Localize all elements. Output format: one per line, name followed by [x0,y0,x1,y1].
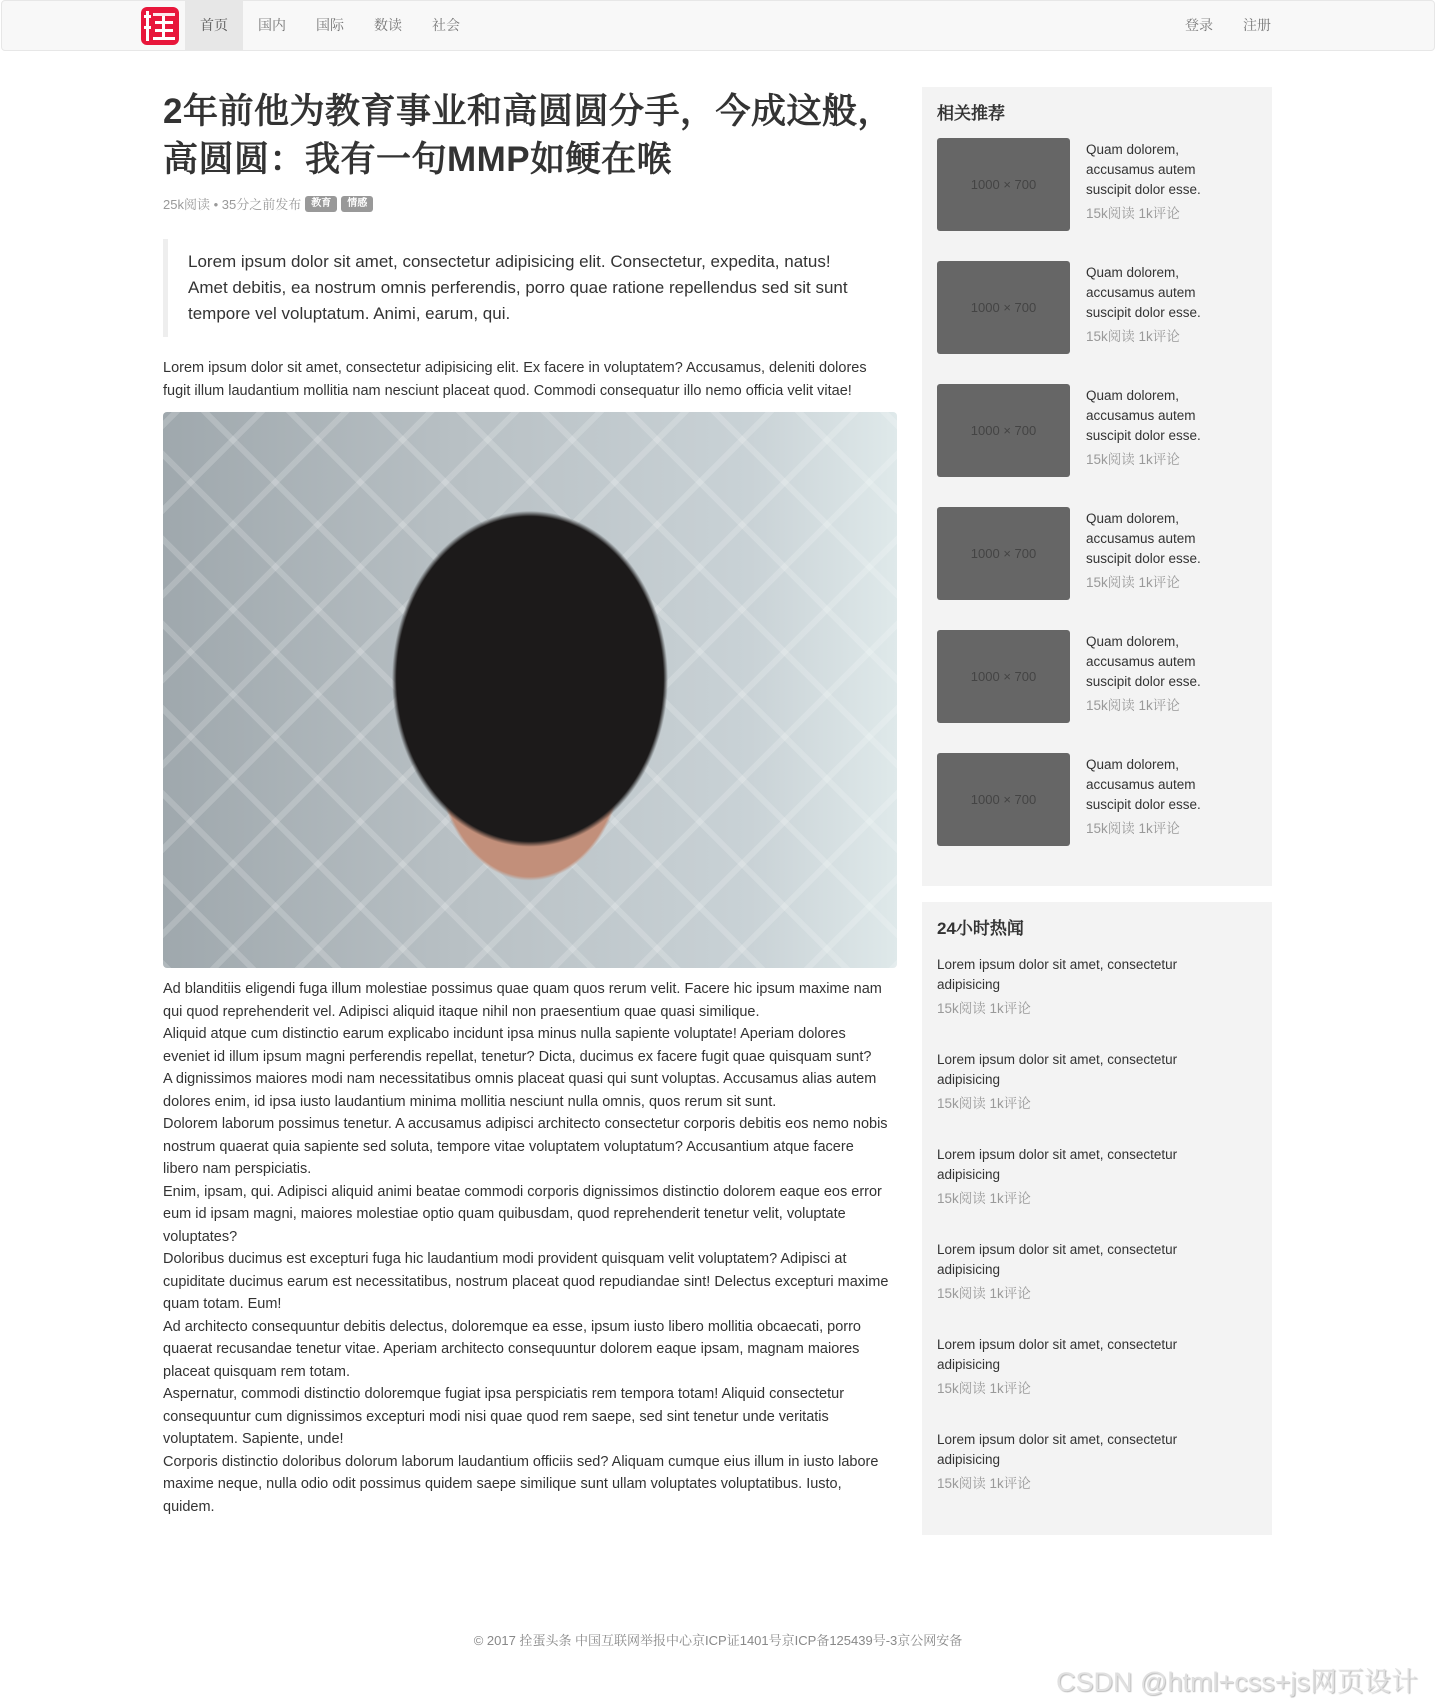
nav-item-data-read[interactable]: 数读 [374,17,402,33]
nav-item-home[interactable]: 首页 [185,1,243,50]
recommend-item-title[interactable]: Quam dolorem, accusamus autem suscipit dolor esse. [1086,511,1201,566]
recommend-item-title[interactable]: Quam dolorem, accusamus autem suscipit dolor esse. [1086,142,1201,197]
recommend-item-stat: 15k阅读 1k评论 [1086,575,1180,590]
hot-news-item[interactable] [937,955,1257,1050]
nav-item-society[interactable]: 社会 [432,17,460,33]
hot-news-item-title[interactable]: Lorem ipsum dolor sit amet, consectetur adipisicing [937,1242,1178,1277]
recommend-item[interactable] [937,261,1257,354]
article [163,80,893,1518]
nav-item-domestic[interactable]: 国内 [258,17,286,33]
article-paragraph: Doloribus ducimus est excepturi fuga hic laudantium modi provident quisquam velit voluptatem? Adipisci at cupiditate ducimus earum est necessitatibus, nostrum placeat quod repudiandae sint! Delectus excepturi maxime quam totam. Eum! [163,1251,889,1312]
recommend-title: 相关推荐 [937,104,1005,123]
recommend-item-title[interactable]: Quam dolorem, accusamus autem suscipit dolor esse. [1086,634,1201,689]
logo-glyph-icon [141,7,179,45]
article-stats: 25k阅读 • 35分之前发布 [163,197,302,212]
nav-item-international[interactable]: 国际 [316,17,344,33]
hot-news-item-title[interactable]: Lorem ipsum dolor sit amet, consectetur adipisicing [937,1147,1178,1182]
login-link[interactable]: 登录 [1185,17,1213,33]
hot-news-item-stat: 15k阅读 1k评论 [937,1001,1031,1016]
footer: © 2017 拴蛋头条 中国互联网举报中心京ICP证1401号京ICP备125439号-3京公网安备 [473,1633,963,1648]
hot-news-item-title[interactable]: Lorem ipsum dolor sit amet, consectetur adipisicing [937,1052,1178,1087]
hot-news-list [937,955,1257,1525]
recommend-item-stat: 15k阅读 1k评论 [1086,821,1180,836]
recommend-item[interactable] [937,138,1257,231]
hot-news-item-stat: 15k阅读 1k评论 [937,1191,1031,1206]
recommend-item-stat: 15k阅读 1k评论 [1086,329,1180,344]
recommend-item-stat: 15k阅读 1k评论 [1086,698,1180,713]
recommend-item[interactable] [937,507,1257,600]
hot-news-item[interactable] [937,1145,1257,1240]
main-nav [185,1,475,50]
recommend-item-stat: 15k阅读 1k评论 [1086,206,1180,221]
recommend-thumbnail[interactable]: 1000 × 700 [937,138,1070,231]
recommend-item-title[interactable]: Quam dolorem, accusamus autem suscipit dolor esse. [1086,265,1201,320]
article-paragraph: Corporis distinctio doloribus dolorum laborum laudantium officiis sed? Aliquam cumque eius illum in iusto labore maxime neque, nulla odio odit possimus quidem saepe similique sunt ullam voluptates voluptatibus. Iusto, quidem. [163,1453,879,1515]
article-paragraph: Aliquid atque cum distinctio earum explicabo incidunt ipsa minus nulla sapiente voluptate! Aperiam dolores eveniet id illum ipsum magni perferendis repellat, tenetur? Dicta, ducimus ex facere fugit quae quisquam sunt? [163,1026,872,1065]
site-logo[interactable] [141,7,179,45]
tag-education[interactable]: 教育 [305,196,337,212]
article-title: 2年前他为教育事业和高圆圆分手，今成这般，高圆圆：我有一句MMP如鲠在喉 [163,92,893,179]
hot-news-title: 24小时热闻 [937,919,1024,938]
recommend-item-title[interactable]: Quam dolorem, accusamus autem suscipit dolor esse. [1086,757,1201,812]
hot-news-item[interactable] [937,1240,1257,1335]
recommend-list [937,138,1257,846]
recommend-item-title[interactable]: Quam dolorem, accusamus autem suscipit dolor esse. [1086,388,1201,443]
article-paragraph: Dolorem laborum possimus tenetur. A accusamus adipisci architecto consectetur corporis debitis eos nemo nobis nostrum quaerat quia sapiente sed soluta, tempore vitae voluptatem voluptatum? Accusantium atque facere libero nam perspiciatis. [163,1116,888,1177]
article-blockquote: Lorem ipsum dolor sit amet, consectetur adipisicing elit. Consectetur, expedita, natus! Amet debitis, ea nostrum omnis perferendis, porro quae ratione repellendus sed sit sunt tempore vel voluptatum. Animi, earum, qui. [163,239,893,337]
hot-news-item-stat: 15k阅读 1k评论 [937,1286,1031,1301]
recommend-item-stat: 15k阅读 1k评论 [1086,452,1180,467]
hot-news-item-stat: 15k阅读 1k评论 [937,1476,1031,1491]
hot-news-item-stat: 15k阅读 1k评论 [937,1096,1031,1111]
article-paragraph: Ad blanditiis eligendi fuga illum molestiae possimus quae quam quos rerum velit. Facere hic ipsum maxime nam qui quod reprehenderit vel. Adipisci aliquid itaque nihil non praesentium quae quasi similique. [163,981,882,1020]
recommend-panel [922,87,1272,886]
sidebar [922,87,1272,1535]
recommend-thumbnail[interactable]: 1000 × 700 [937,630,1070,723]
article-intro: Lorem ipsum dolor sit amet, consectetur adipisicing elit. Ex facere in voluptatem? Accusamus, deleniti dolores fugit illum laudantium mollitia nam nesciunt placeat quod. Commodi consequatur illo nemo officia velit vitae! [163,360,867,399]
recommend-thumbnail[interactable]: 1000 × 700 [937,753,1070,846]
tag-emotion[interactable]: 情感 [341,196,373,212]
recommend-thumbnail[interactable]: 1000 × 700 [937,384,1070,477]
article-paragraph: Aspernatur, commodi distinctio doloremque fugiat ipsa perspiciatis rem tempora totam! Aliquid consectetur consequuntur cum dignissimos excepturi modi nisi quae quod rem saepe, sed sint tenetur unde veritatis voluptatem. Sapiente, unde! [163,1386,845,1447]
hot-news-item-title[interactable]: Lorem ipsum dolor sit amet, consectetur adipisicing [937,1337,1178,1372]
hot-news-item-title[interactable]: Lorem ipsum dolor sit amet, consectetur adipisicing [937,957,1178,992]
recommend-item[interactable] [937,753,1257,846]
recommend-thumbnail[interactable]: 1000 × 700 [937,261,1070,354]
recommend-item[interactable] [937,384,1257,477]
watermark: CSDN @html+css+js网页设计 [1056,1667,1418,1697]
article-image [163,412,897,968]
hot-news-panel [922,902,1272,1535]
hot-news-item[interactable] [937,1335,1257,1430]
top-navbar [1,0,1435,51]
hot-news-item[interactable] [937,1430,1257,1525]
register-link[interactable]: 注册 [1243,17,1271,33]
article-meta [163,194,893,213]
article-paragraph: Ad architecto consequuntur debitis delectus, doloremque ea esse, ipsum iusto libero mollitia obcaecati, porro quaerat recusandae tenetur vitae. Aperiam architecto consequuntur dolorem eaque ipsam, magnam maiores placeat quisquam rem totam. [163,1318,861,1380]
hot-news-item-stat: 15k阅读 1k评论 [937,1381,1031,1396]
user-nav [1170,1,1286,50]
hot-news-item-title[interactable]: Lorem ipsum dolor sit amet, consectetur adipisicing [937,1432,1178,1467]
article-body [163,978,893,1518]
recommend-item[interactable] [937,630,1257,723]
recommend-thumbnail[interactable]: 1000 × 700 [937,507,1070,600]
article-paragraph: A dignissimos maiores modi nam necessitatibus omnis placeat quasi qui sunt voluptas. Accusamus alias autem dolores enim, id ipsa iusto laudantium minima mollitia nesciunt nulla omnis, quos rerum sit sunt. [163,1071,877,1110]
hot-news-item[interactable] [937,1050,1257,1145]
article-paragraph: Enim, ipsam, qui. Adipisci aliquid animi beatae commodi corporis dignissimos distinctio dolorem eaque eos error eum id ipsam magni, maiores molestiae optio quam quibusdam, quod reprehenderit tenetur velit, voluptate voluptates? [163,1183,882,1245]
